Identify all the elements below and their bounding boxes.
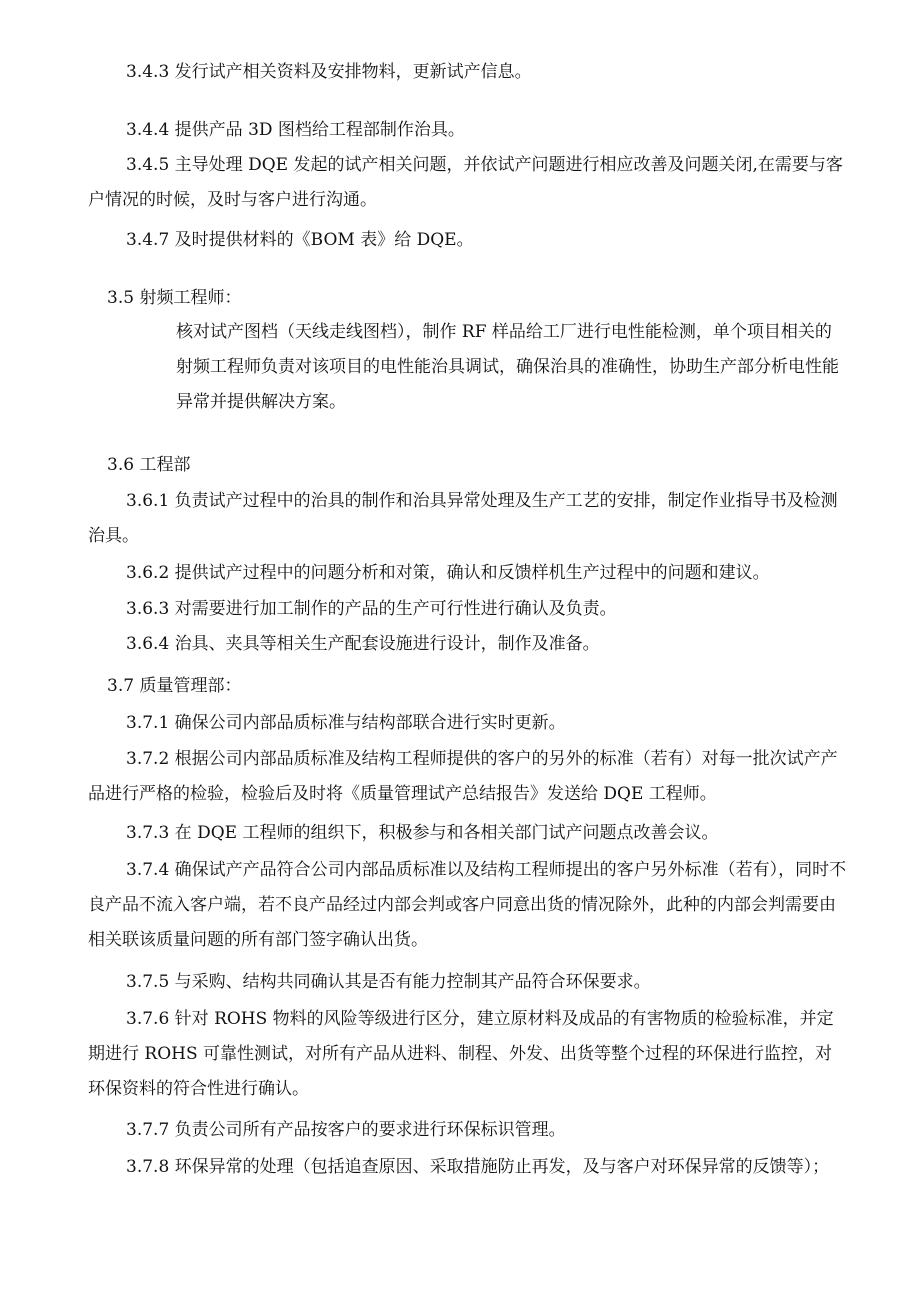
- clause-3-7-3: 3.7.3 在 DQE 工程师的组织下，积极参与和各相关部门试产问题点改善会议。: [126, 823, 719, 843]
- clause-3-7-8: 3.7.8 环保异常的处理（包括追查原因、采取措施防止再发，及与客户对环保异常的反馈等）；: [126, 1157, 830, 1177]
- heading-3-7: 3.7 质量管理部：: [107, 676, 242, 696]
- clause-3-4-3: 3.4.3 发行试产相关资料及安排物料，更新试产信息。: [126, 62, 532, 82]
- clause-3-4-5: 3.4.5 主导处理 DQE 发起的试产相关问题，并依试产问题进行相应改善及问题关闭,在需要与客户情况的时候，及时与客户进行沟通。: [88, 155, 843, 210]
- clause-3-7-4: 3.7.4 确保试产产品符合公司内部品质标准以及结构工程师提出的客户另外标准（若有），同时不良产品不流入客户端，若不良产品经过内部会判或客户同意出货的情况除外，此种的内部会判需要由相关联该质量问题的所有部门签字确认出货。: [88, 860, 847, 950]
- clause-3-6-4: 3.6.4 治具、夹具等相关生产配套设施进行设计，制作及准备。: [126, 634, 600, 654]
- clause-3-7-1: 3.7.1 确保公司内部品质标准与结构部联合进行实时更新。: [126, 713, 566, 733]
- clause-3-7-2: 3.7.2 根据公司内部品质标准及结构工程师提供的客户的另外的标准（若有）对每一批次试产产品进行严格的检验，检验后及时将《质量管理试产总结报告》发送给 DQE 工程师。: [88, 749, 838, 804]
- clause-3-4-7: 3.4.7 及时提供材料的《BOM 表》给 DQE。: [126, 230, 474, 250]
- clause-3-7-6: 3.7.6 针对 ROHS 物料的风险等级进行区分，建立原材料及成品的有害物质的检验标准，并定期进行 ROHS 可靠性测试，对所有产品从进料、制程、外发、出货等整个过程的环保进行监控，对环保资料的符合性进行确认。: [88, 1009, 834, 1099]
- clause-3-4-4: 3.4.4 提供产品 3D 图档给工程部制作治具。: [126, 120, 465, 140]
- clause-3-6-2: 3.6.2 提供试产过程中的问题分析和对策，确认和反馈样机生产过程中的问题和建议。: [126, 563, 770, 583]
- clause-3-6-1: 3.6.1 负责试产过程中的治具的制作和治具异常处理及生产工艺的安排，制定作业指导书及检测治具。: [88, 491, 838, 546]
- heading-3-6: 3.6 工程部: [107, 455, 191, 475]
- clause-3-6-3: 3.6.3 对需要进行加工制作的产品的生产可行性进行确认及负责。: [126, 599, 617, 619]
- clause-3-7-7: 3.7.7 负责公司所有产品按客户的要求进行环保标识管理。: [126, 1120, 566, 1140]
- clause-3-5-body: 核对试产图档（天线走线图档），制作 RF 样品给工厂进行电性能检测，单个项目相关的射频工程师负责对该项目的电性能治具调试，确保治具的准确性，协助生产部分析电性能异常并提供解决方案。: [176, 322, 839, 412]
- clause-3-7-5: 3.7.5 与采购、结构共同确认其是否有能力控制其产品符合环保要求。: [126, 972, 651, 992]
- heading-3-5: 3.5 射频工程师：: [107, 288, 242, 308]
